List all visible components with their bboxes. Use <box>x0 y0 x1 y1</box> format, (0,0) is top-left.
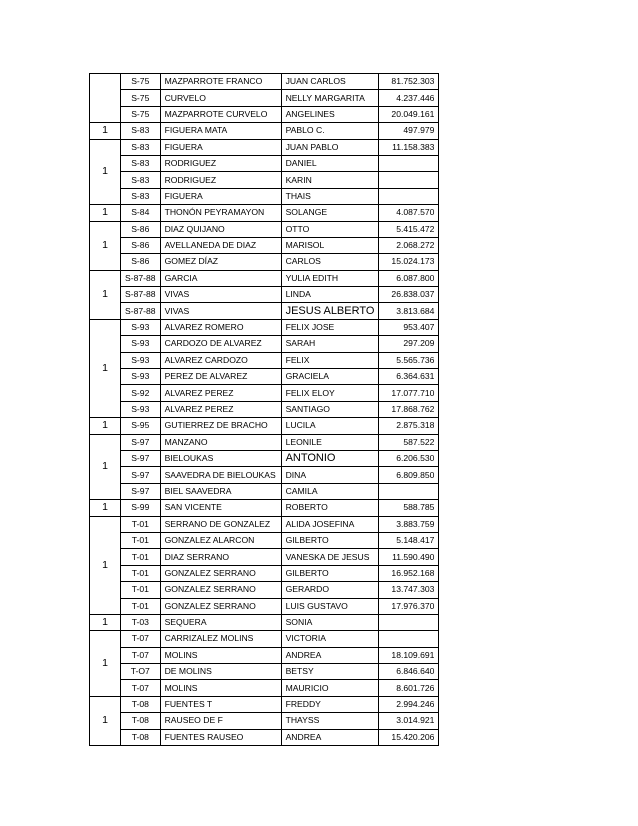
table-row <box>90 582 439 598</box>
last-name-cell: BIEL SAAVEDRA <box>160 483 281 499</box>
lot-code-cell: S-84 <box>121 205 161 221</box>
first-name-cell: LEONILE <box>281 434 379 450</box>
table-row <box>90 336 439 352</box>
table-row <box>90 598 439 614</box>
group-count-cell: 1 <box>90 696 121 745</box>
lot-code-cell: S-86 <box>121 221 161 237</box>
table-row <box>90 270 439 286</box>
first-name-cell: KARIN <box>281 172 379 188</box>
first-name-cell: BETSY <box>281 664 379 680</box>
last-name-cell: THONÓN PEYRAMAYON <box>160 205 281 221</box>
lot-code-cell: T-01 <box>121 582 161 598</box>
id-number-cell <box>379 614 439 630</box>
last-name-cell: GARCIA <box>160 270 281 286</box>
last-name-cell: FUENTES T <box>160 696 281 712</box>
table-row <box>90 664 439 680</box>
first-name-cell: MAURICIO <box>281 680 379 696</box>
table-row <box>90 205 439 221</box>
last-name-cell: DE MOLINS <box>160 664 281 680</box>
table-row <box>90 188 439 204</box>
last-name-cell: ALVAREZ CARDOZO <box>160 352 281 368</box>
table-row <box>90 631 439 647</box>
first-name-cell: JUAN PABLO <box>281 139 379 155</box>
id-number-cell: 20.049.161 <box>379 106 439 122</box>
table-row <box>90 418 439 434</box>
lot-code-cell: T-01 <box>121 532 161 548</box>
group-count-cell <box>90 74 121 123</box>
last-name-cell: GONZALEZ SERRANO <box>160 582 281 598</box>
table-row <box>90 237 439 253</box>
first-name-cell: CAMILA <box>281 483 379 499</box>
lot-code-cell: T-01 <box>121 598 161 614</box>
first-name-cell: DANIEL <box>281 155 379 171</box>
lot-code-cell: S-97 <box>121 434 161 450</box>
id-number-cell: 11.158.383 <box>379 139 439 155</box>
first-name-cell: ROBERTO <box>281 500 379 516</box>
id-number-cell <box>379 172 439 188</box>
group-count-cell: 1 <box>90 500 121 516</box>
last-name-cell: RAUSEO DE F <box>160 713 281 729</box>
table-row <box>90 106 439 122</box>
last-name-cell: SERRANO DE GONZALEZ <box>160 516 281 532</box>
table-row <box>90 287 439 303</box>
first-name-cell: GRACIELA <box>281 369 379 385</box>
owners-table-container <box>89 73 439 746</box>
table-row <box>90 713 439 729</box>
id-number-cell: 18.109.691 <box>379 647 439 663</box>
lot-code-cell: T-01 <box>121 516 161 532</box>
lot-code-cell: S-93 <box>121 369 161 385</box>
id-number-cell: 3.813.684 <box>379 303 439 319</box>
first-name-cell: SARAH <box>281 336 379 352</box>
group-count-cell: 1 <box>90 270 121 319</box>
lot-code-cell: T-01 <box>121 565 161 581</box>
lot-code-cell: S-97 <box>121 450 161 466</box>
id-number-cell: 2.068.272 <box>379 237 439 253</box>
id-number-cell: 6.206.530 <box>379 450 439 466</box>
group-count-cell: 1 <box>90 614 121 630</box>
id-number-cell: 13.747.303 <box>379 582 439 598</box>
last-name-cell: VIVAS <box>160 303 281 319</box>
lot-code-cell: T-07 <box>121 631 161 647</box>
lot-code-cell: S-97 <box>121 467 161 483</box>
last-name-cell: FIGUERA <box>160 188 281 204</box>
id-number-cell: 6.087.800 <box>379 270 439 286</box>
first-name-cell: THAYSS <box>281 713 379 729</box>
last-name-cell: PEREZ DE ALVAREZ <box>160 369 281 385</box>
lot-code-cell: S-86 <box>121 254 161 270</box>
lot-code-cell: T-08 <box>121 696 161 712</box>
first-name-cell: ANDREA <box>281 729 379 745</box>
last-name-cell: RODRIGUEZ <box>160 155 281 171</box>
first-name-cell: FREDDY <box>281 696 379 712</box>
last-name-cell: ALVAREZ PEREZ <box>160 401 281 417</box>
first-name-cell: ANDREA <box>281 647 379 663</box>
first-name-cell: LUCILA <box>281 418 379 434</box>
lot-code-cell: S-87-88 <box>121 270 161 286</box>
first-name-cell: FELIX JOSE <box>281 319 379 335</box>
lot-code-cell: S-83 <box>121 139 161 155</box>
last-name-cell: GONZALEZ SERRANO <box>160 598 281 614</box>
id-number-cell: 497.979 <box>379 123 439 139</box>
last-name-cell: MAZPARROTE FRANCO <box>160 74 281 90</box>
first-name-cell: ALIDA JOSEFINA <box>281 516 379 532</box>
table-row <box>90 434 439 450</box>
first-name-cell: JESUS ALBERTO <box>281 303 379 319</box>
lot-code-cell: S-87-88 <box>121 287 161 303</box>
last-name-cell: DIAZ QUIJANO <box>160 221 281 237</box>
lot-code-cell: S-75 <box>121 106 161 122</box>
last-name-cell: GUTIERREZ DE BRACHO <box>160 418 281 434</box>
last-name-cell: VIVAS <box>160 287 281 303</box>
group-count-cell: 1 <box>90 205 121 221</box>
id-number-cell <box>379 483 439 499</box>
id-number-cell: 953.407 <box>379 319 439 335</box>
last-name-cell: BIELOUKAS <box>160 450 281 466</box>
first-name-cell: GERARDO <box>281 582 379 598</box>
id-number-cell: 2.875.318 <box>379 418 439 434</box>
table-row <box>90 565 439 581</box>
table-row <box>90 369 439 385</box>
last-name-cell: CARRIZALEZ MOLINS <box>160 631 281 647</box>
last-name-cell: ALVAREZ ROMERO <box>160 319 281 335</box>
group-count-cell: 1 <box>90 221 121 270</box>
last-name-cell: CURVELO <box>160 90 281 106</box>
first-name-cell: PABLO C. <box>281 123 379 139</box>
table-row <box>90 172 439 188</box>
group-count-cell: 1 <box>90 319 121 417</box>
id-number-cell: 5.415.472 <box>379 221 439 237</box>
lot-code-cell: S-93 <box>121 352 161 368</box>
lot-code-cell: S-83 <box>121 123 161 139</box>
table-row <box>90 74 439 90</box>
last-name-cell: GONZALEZ ALARCON <box>160 532 281 548</box>
id-number-cell: 6.846.640 <box>379 664 439 680</box>
id-number-cell: 4.087.570 <box>379 205 439 221</box>
id-number-cell: 26.838.037 <box>379 287 439 303</box>
table-row <box>90 532 439 548</box>
lot-code-cell: S-97 <box>121 483 161 499</box>
id-number-cell <box>379 631 439 647</box>
table-row <box>90 467 439 483</box>
id-number-cell: 17.976.370 <box>379 598 439 614</box>
lot-code-cell: T-07 <box>121 647 161 663</box>
id-number-cell: 2.994.246 <box>379 696 439 712</box>
lot-code-cell: S-92 <box>121 385 161 401</box>
first-name-cell: LUIS GUSTAVO <box>281 598 379 614</box>
id-number-cell <box>379 188 439 204</box>
last-name-cell: GONZALEZ SERRANO <box>160 565 281 581</box>
table-row <box>90 614 439 630</box>
last-name-cell: RODRIGUEZ <box>160 172 281 188</box>
lot-code-cell: S-93 <box>121 336 161 352</box>
first-name-cell: VICTORIA <box>281 631 379 647</box>
lot-code-cell: T-08 <box>121 713 161 729</box>
first-name-cell: VANESKA DE JESUS <box>281 549 379 565</box>
table-row <box>90 303 439 319</box>
id-number-cell: 297.209 <box>379 336 439 352</box>
id-number-cell: 6.809.850 <box>379 467 439 483</box>
group-count-cell: 1 <box>90 631 121 697</box>
id-number-cell: 11.590.490 <box>379 549 439 565</box>
table-row <box>90 139 439 155</box>
id-number-cell: 6.364.631 <box>379 369 439 385</box>
lot-code-cell: T-01 <box>121 549 161 565</box>
first-name-cell: JUAN CARLOS <box>281 74 379 90</box>
first-name-cell: GILBERTO <box>281 532 379 548</box>
table-row <box>90 680 439 696</box>
first-name-cell: GILBERTO <box>281 565 379 581</box>
last-name-cell: GOMEZ DÍAZ <box>160 254 281 270</box>
table-row <box>90 500 439 516</box>
last-name-cell: MANZANO <box>160 434 281 450</box>
table-row <box>90 450 439 466</box>
lot-code-cell: S-87-88 <box>121 303 161 319</box>
first-name-cell: DINA <box>281 467 379 483</box>
lot-code-cell: S-99 <box>121 500 161 516</box>
last-name-cell: MOLINS <box>160 680 281 696</box>
first-name-cell: MARISOL <box>281 237 379 253</box>
last-name-cell: CARDOZO DE ALVAREZ <box>160 336 281 352</box>
table-row <box>90 221 439 237</box>
lot-code-cell: S-75 <box>121 74 161 90</box>
table-row <box>90 696 439 712</box>
last-name-cell: MAZPARROTE CURVELO <box>160 106 281 122</box>
first-name-cell: ANGELINES <box>281 106 379 122</box>
lot-code-cell: S-75 <box>121 90 161 106</box>
table-row <box>90 352 439 368</box>
lot-code-cell: T-08 <box>121 729 161 745</box>
first-name-cell: NELLY MARGARITA <box>281 90 379 106</box>
lot-code-cell: S-95 <box>121 418 161 434</box>
last-name-cell: MOLINS <box>160 647 281 663</box>
first-name-cell: CARLOS <box>281 254 379 270</box>
owners-table <box>89 73 439 746</box>
first-name-cell: ANTONIO <box>281 450 379 466</box>
id-number-cell: 5.148.417 <box>379 532 439 548</box>
id-number-cell <box>379 155 439 171</box>
last-name-cell: DIAZ SERRANO <box>160 549 281 565</box>
id-number-cell: 17.868.762 <box>379 401 439 417</box>
first-name-cell: SOLANGE <box>281 205 379 221</box>
lot-code-cell: T-07 <box>121 680 161 696</box>
group-count-cell: 1 <box>90 139 121 205</box>
first-name-cell: FELIX ELOY <box>281 385 379 401</box>
id-number-cell: 16.952.168 <box>379 565 439 581</box>
first-name-cell: OTTO <box>281 221 379 237</box>
last-name-cell: FIGUERA <box>160 139 281 155</box>
last-name-cell: SEQUERA <box>160 614 281 630</box>
table-row <box>90 254 439 270</box>
table-row <box>90 385 439 401</box>
lot-code-cell: S-93 <box>121 319 161 335</box>
table-row <box>90 729 439 745</box>
first-name-cell: FELIX <box>281 352 379 368</box>
first-name-cell: YULIA EDITH <box>281 270 379 286</box>
lot-code-cell: S-93 <box>121 401 161 417</box>
table-row <box>90 319 439 335</box>
group-count-cell: 1 <box>90 123 121 139</box>
id-number-cell: 3.883.759 <box>379 516 439 532</box>
lot-code-cell: S-86 <box>121 237 161 253</box>
table-row <box>90 123 439 139</box>
id-number-cell: 587.522 <box>379 434 439 450</box>
id-number-cell: 3.014.921 <box>379 713 439 729</box>
first-name-cell: THAIS <box>281 188 379 204</box>
table-row <box>90 155 439 171</box>
table-row <box>90 647 439 663</box>
lot-code-cell: S-83 <box>121 155 161 171</box>
group-count-cell: 1 <box>90 516 121 614</box>
id-number-cell: 5.565.736 <box>379 352 439 368</box>
id-number-cell: 17.077.710 <box>379 385 439 401</box>
lot-code-cell: S-83 <box>121 172 161 188</box>
lot-code-cell: T-03 <box>121 614 161 630</box>
first-name-cell: SANTIAGO <box>281 401 379 417</box>
last-name-cell: AVELLANEDA DE DIAZ <box>160 237 281 253</box>
id-number-cell: 81.752.303 <box>379 74 439 90</box>
table-row <box>90 401 439 417</box>
id-number-cell: 15.024.173 <box>379 254 439 270</box>
last-name-cell: FUENTES RAUSEO <box>160 729 281 745</box>
id-number-cell: 588.785 <box>379 500 439 516</box>
id-number-cell: 8.601.726 <box>379 680 439 696</box>
table-row <box>90 549 439 565</box>
first-name-cell: SONIA <box>281 614 379 630</box>
last-name-cell: SAN VICENTE <box>160 500 281 516</box>
first-name-cell: LINDA <box>281 287 379 303</box>
last-name-cell: SAAVEDRA DE BIELOUKAS <box>160 467 281 483</box>
group-count-cell: 1 <box>90 418 121 434</box>
table-row <box>90 516 439 532</box>
lot-code-cell: T-O7 <box>121 664 161 680</box>
owners-table-body <box>90 74 439 746</box>
lot-code-cell: S-83 <box>121 188 161 204</box>
id-number-cell: 4.237.446 <box>379 90 439 106</box>
last-name-cell: ALVAREZ PEREZ <box>160 385 281 401</box>
table-row <box>90 90 439 106</box>
id-number-cell: 15.420.206 <box>379 729 439 745</box>
last-name-cell: FIGUERA MATA <box>160 123 281 139</box>
group-count-cell: 1 <box>90 434 121 500</box>
table-row <box>90 483 439 499</box>
